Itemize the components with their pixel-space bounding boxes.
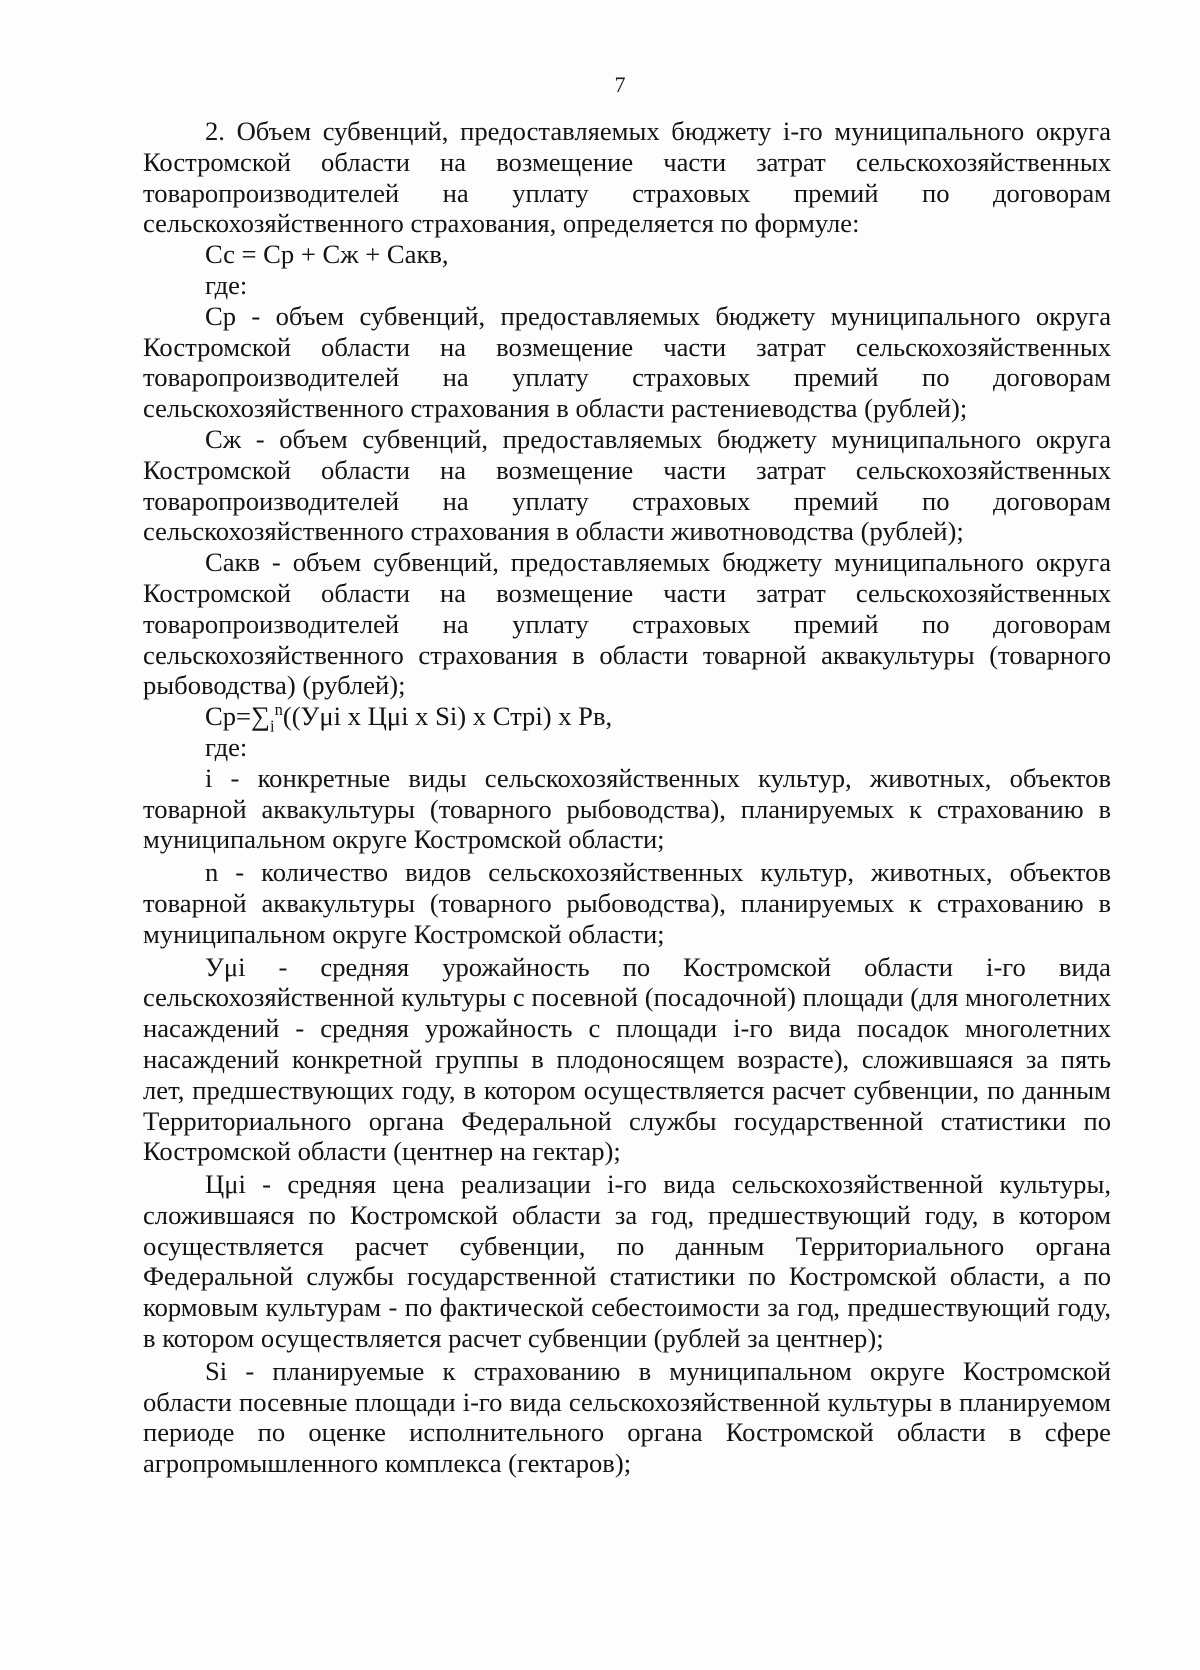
formula-cr-lhs: Ср=∑ xyxy=(205,701,270,732)
where-label: где: xyxy=(205,269,248,300)
formula-cr xyxy=(143,700,1111,736)
where-label-2: где: xyxy=(205,731,248,762)
definition-i: i - конкретные виды сельскохозяйственных культур, животных, объектов товарной аквакультуры (товарного рыбоводства), планируемых к страхованию в муниципальном округе Костромской области; xyxy=(143,762,1111,855)
document-body xyxy=(143,116,1111,1479)
definition-n: n - количество видов сельскохозяйственных культур, животных, объектов товарной аквакультуры (товарного рыбоводства), планируемых к страхованию в муниципальном округе Костромской области; xyxy=(143,857,1111,949)
formula-cr-sup: n xyxy=(274,700,283,720)
definition-ci: Цμi - средняя цена реализации i-го вида сельскохозяйственной культуры, сложившаяся по Костромской области за год, предшествующий году, в котором осуществляется расчет субвенции, по данным Территориального органа Федеральной службы государственной статистики по Костромской области, а по кормовым культурам - по фактической себестоимости за год, предшествующий году, в котором осуществляется расчет субвенции (рублей за центнер); xyxy=(143,1169,1111,1354)
formula-cr-rhs: ((Уμi x Цμi x Si) x Стрi) x Рв, xyxy=(282,701,613,732)
page-number: 7 xyxy=(614,72,626,97)
paragraph-subvention-volume: 2. Объем субвенций, предоставляемых бюджету i-го муниципального округа Костромской области на возмещение части затрат сельскохозяйственных товаропроизводителей на уплату страховых премий по договорам сельскохозяйственного страхования, определяется по формуле: xyxy=(143,116,1111,239)
definition-czh: Сж - объем субвенций, предоставляемых бюджету муниципального округа Костромской области на возмещение части затрат сельскохозяйственных товаропроизводителей на уплату страховых премий по договорам сельскохозяйственного страхования в области животноводства (рублей); xyxy=(143,423,1111,547)
definition-si: Si - планируемые к страхованию в муниципальном округе Костромской области посевные площади i-го вида сельскохозяйственной культуры в планируемом периоде по оценке исполнительного органа Костромской области в сфере агропромышленного комплекса (гектаров); xyxy=(143,1355,1111,1479)
definition-cakv: Сакв - объем субвенций, предоставляемых бюджету муниципального округа Костромской области на возмещение части затрат сельскохозяйственных товаропроизводителей на уплату страховых премий по договорам сельскохозяйственного страхования в области товарной аквакультуры (товарного рыбоводства) (рублей); xyxy=(143,547,1111,701)
formula-cr-sub: i xyxy=(270,716,275,736)
formula-total: Сс = Ср + Сж + Сакв, xyxy=(205,239,449,270)
definition-ui: Уμi - средняя урожайность по Костромской области i-го вида сельскохозяйственной культуры с посевной (посадочной) площади (для многолетних насаждений - средняя урожайность с площади i-го вида посадок многолетних насаждений конкретной группы в плодоносящем возрасте), сложившаяся за пять лет, предшествующих году, в котором осуществляется расчет субвенции, по данным Территориального органа Федеральной службы государственной статистики по Костромской области (центнер на гектар); xyxy=(143,951,1111,1167)
definition-cr: Ср - объем субвенций, предоставляемых бюджету муниципального округа Костромской области на возмещение части затрат сельскохозяйственных товаропроизводителей на уплату страховых премий по договорам сельскохозяйственного страхования в области растениеводства (рублей); xyxy=(143,300,1111,424)
